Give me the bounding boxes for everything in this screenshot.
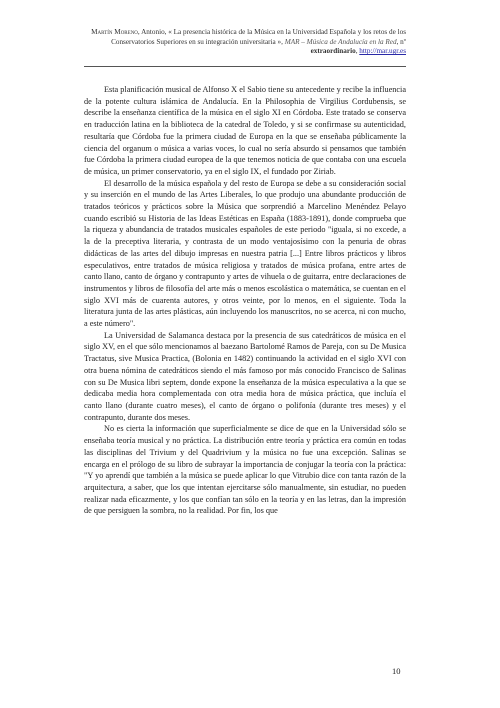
paragraph: Esta planificación musical de Alfonso X el Sabio tiene su antecedente y recibe la influencia de la potente cultura islámica de Andalucía. En la Philosophia de Virgilius Cordubensis, se describe la enseñanza científica de la música en el siglo XI en Córdoba. Este tratado se conserva en traducción latina en la biblioteca de la catedral de Toledo, y si se confirmase su autenticidad, resultaría que Córdoba fue la primera ciudad de Europa en la que se enseñaba públicamente la ciencia del organum o música a varias voces, lo cual no sería absurdo si pensamos que también fue Córdoba la primera ciudad europea de la que tenemos noticia de que contaba con una escuela de música, un primer conservatorio, ya en el siglo IX, el fundado por Ziriab. xyxy=(84,85,406,176)
header-citation: , Antonio, « La presencia histórica de la Música en la Universidad Española y los retos de los Conservatorios Superiores en su integración universitaria », xyxy=(111,28,406,46)
header-edition: extraordinario xyxy=(310,47,356,56)
page-number: 10 xyxy=(392,666,401,676)
running-header xyxy=(84,28,406,57)
paragraph: La Universidad de Salamanca destaca por la presencia de sus catedráticos de música en el siglo XV, en el que sólo mencionamos al baezano Bartolomé Ramos de Pareja, con su De Musica Tractatus, sive Musica Practica, (Bolonia en 1482) continuando la actividad en el siglo XVI con otra buena nómina de catedráticos siendo el más famoso por más conocido Francisco de Salinas con su De Musica libri septem, donde expone la enseñanza de la música especulativa a la que se dedicaba media hora complementada con otra media hora de música práctica, que incluía el canto llano (durante cuatro meses), el canto de órgano o polifonía (durante tres meses) y el contrapunto, durante dos meses. xyxy=(84,330,406,422)
header-separator: , xyxy=(355,47,360,56)
header-author: Martín Moreno xyxy=(91,28,138,36)
header-rule xyxy=(84,66,406,67)
header-number-label: , nº xyxy=(396,37,406,46)
header-journal: MAR – Música de Andalucía en la Red xyxy=(284,37,397,46)
article-body xyxy=(84,84,406,517)
header-url-link[interactable]: http://mar.ugr.es xyxy=(359,47,406,56)
paragraph: El desarrollo de la música española y del resto de Europa se debe a su consideración social y su inserción en el mundo de las Artes Liberales, lo que produjo una abundante producción de tratados teóricos y prácticos sobre la Música que sorprendió a Marcelino Menéndez Pelayo cuando escribió su Historia de las Ideas Estéticas en España (1883-1891), donde comprueba que la riqueza y abundancia de tratados musicales españoles de este periodo "iguala, si no excede, a la de la preceptiva literaria, y contrasta de un modo ventajosísimo con la penuria de obras didácticas de las artes del dibujo impresas en nuestra patria [...] Entre libros prácticos y libros especulativos, entre tratados de música religiosa y tratados de música profana, entre artes de canto llano, canto de órgano y contrapunto y artes de vihuela o de guitarra, entre declaraciones de instrumentos y libros de filosofía del arte más o menos escolástica o matemática, se cuentan en el siglo XVI más de cuarenta autores, y otros veinte, por lo menos, en el siguiente. Toda la literatura junta de las artes plásticas, aún incluyendo los manuscritos, no se acerca, ni con mucho, a este número". xyxy=(84,178,406,329)
paragraph: No es cierta la información que superficialmente se dice de que en la Universidad sólo se enseñaba teoría musical y no práctica. La distribución entre teoría y práctica era común en todas las disciplinas del Trivium y del Quadrivium y la música no fue una excepción. Salinas se encarga en el prólogo de su libro de subrayar la importancia de conjugar la teoría con la práctica: "Y yo aprendí que también a la música se puede aplicar lo que Vitrubio dice con tanta razón de la arquitectura, a saber, que los que intentan ejercitarse sólo manualmente, sin estudiar, no pueden realizar nada eficazmente, y los que confían tan sólo en la teoría y en las letras, dan la impresión de que persiguen la sombra, no la realidad. Por fin, los que xyxy=(84,424,406,516)
